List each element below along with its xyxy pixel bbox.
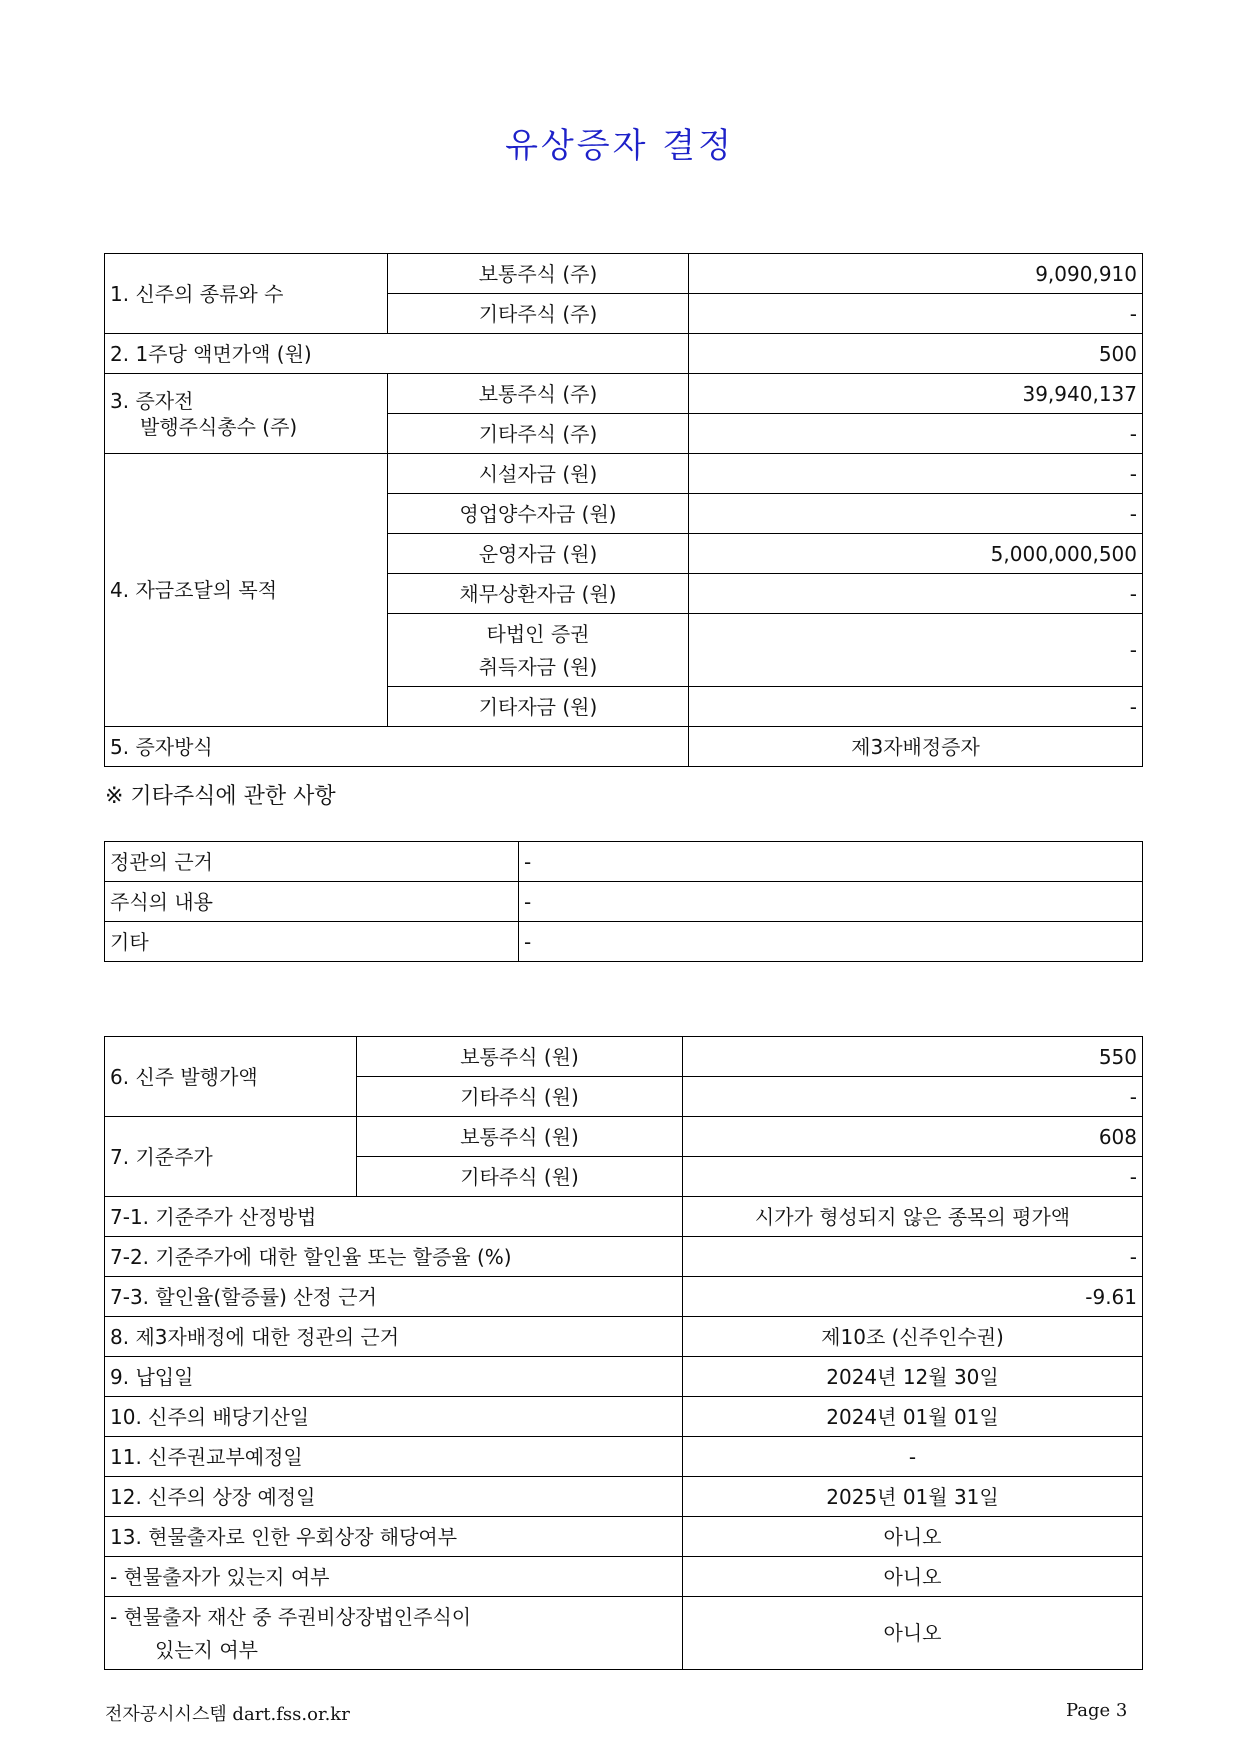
other-value: - [519, 922, 1143, 962]
par-value-label: 2. 1주당 액면가액 (원) [105, 334, 689, 374]
table-row [105, 922, 1143, 962]
footer-site: 전자공시시스템 dart.fss.or.kr [105, 1704, 350, 1725]
payment-date-value: 2024년 12월 30일 [683, 1357, 1143, 1397]
new-shares-type-label: 1. 신주의 종류와 수 [105, 254, 388, 334]
table-row [105, 1557, 1143, 1597]
unlisted-shares-label-line1: - 현물출자 재산 중 주권비상장법인주식이 [110, 1604, 472, 1629]
backdoor-listing-label: 13. 현물출자로 인한 우회상장 해당여부 [105, 1517, 683, 1557]
issue-price-common-value: 550 [683, 1037, 1143, 1077]
discount-rate-label: 7-2. 기준주가에 대한 할인율 또는 할증율 (%) [105, 1237, 683, 1277]
footer-page-number: Page 3 [1066, 1700, 1128, 1721]
in-kind-contribution-label: - 현물출자가 있는지 여부 [105, 1557, 683, 1597]
table-row [105, 842, 1143, 882]
business-acquisition-funds-label: 영업양수자금 (원) [388, 494, 689, 534]
shares-content-label: 주식의 내용 [105, 882, 519, 922]
issue-price-table [104, 1036, 1143, 1670]
base-price-common-value: 608 [683, 1117, 1143, 1157]
operating-funds-label: 운영자금 (원) [388, 534, 689, 574]
other-label: 기타 [105, 922, 519, 962]
other-shares-table [104, 841, 1143, 962]
third-party-articles-label: 8. 제3자배정에 대한 정관의 근거 [105, 1317, 683, 1357]
backdoor-listing-value: 아니오 [683, 1517, 1143, 1557]
discount-basis-value: -9.61 [683, 1277, 1143, 1317]
table-row [105, 1437, 1143, 1477]
listing-date-label: 12. 신주의 상장 예정일 [105, 1477, 683, 1517]
other-funds-value: - [689, 687, 1143, 727]
operating-funds-value: 5,000,000,500 [689, 534, 1143, 574]
listing-date-value: 2025년 01월 31일 [683, 1477, 1143, 1517]
articles-basis-value: - [519, 842, 1143, 882]
table-row [105, 1237, 1143, 1277]
pre-common-shares-label: 보통주식 (주) [388, 374, 689, 414]
facility-funds-label: 시설자금 (원) [388, 454, 689, 494]
securities-acquisition-label-line2: 취득자금 (원) [478, 654, 598, 679]
issue-price-common-label: 보통주식 (원) [357, 1037, 683, 1077]
base-price-common-label: 보통주식 (원) [357, 1117, 683, 1157]
issue-price-other-label: 기타주식 (원) [357, 1077, 683, 1117]
securities-acquisition-funds-value: - [689, 614, 1143, 687]
pre-issue-shares-label-line2: 발행주식총수 (주) [140, 414, 298, 439]
base-price-other-label: 기타주식 (원) [357, 1157, 683, 1197]
common-shares-value: 9,090,910 [689, 254, 1143, 294]
document-title: 유상증자 결정 [505, 126, 734, 166]
discount-basis-label: 7-3. 할인율(할증률) 산정 근거 [105, 1277, 683, 1317]
table-row [105, 1277, 1143, 1317]
dividend-base-date-label: 10. 신주의 배당기산일 [105, 1397, 683, 1437]
increase-method-value: 제3자배정증자 [689, 727, 1143, 767]
facility-funds-value: - [689, 454, 1143, 494]
other-shares-value: - [689, 294, 1143, 334]
other-shares-label: 기타주식 (주) [388, 294, 689, 334]
third-party-articles-value: 제10조 (신주인수권) [683, 1317, 1143, 1357]
payment-date-label: 9. 납입일 [105, 1357, 683, 1397]
funding-purpose-label: 4. 자금조달의 목적 [105, 454, 388, 727]
securities-acquisition-funds-label [388, 614, 689, 687]
pre-other-shares-label: 기타주식 (주) [388, 414, 689, 454]
unlisted-shares-label [105, 1597, 683, 1670]
pre-issue-shares-label-line1: 3. 증자전 [110, 388, 194, 413]
table-row [105, 1357, 1143, 1397]
business-acquisition-funds-value: - [689, 494, 1143, 534]
articles-basis-label: 정관의 근거 [105, 842, 519, 882]
table-row [105, 1317, 1143, 1357]
certificate-delivery-value: - [683, 1437, 1143, 1477]
base-price-method-value: 시가가 형성되지 않은 종목의 평가액 [683, 1197, 1143, 1237]
certificate-delivery-label: 11. 신주권교부예정일 [105, 1437, 683, 1477]
securities-acquisition-label-line1: 타법인 증권 [486, 621, 590, 646]
table-row [105, 1597, 1143, 1670]
common-shares-label: 보통주식 (주) [388, 254, 689, 294]
discount-rate-value: - [683, 1237, 1143, 1277]
unlisted-shares-label-line2: 있는지 여부 [155, 1637, 258, 1662]
table-row [105, 882, 1143, 922]
debt-repayment-funds-value: - [689, 574, 1143, 614]
other-shares-note: ※ 기타주식에 관한 사항 [105, 784, 336, 809]
in-kind-contribution-value: 아니오 [683, 1557, 1143, 1597]
issue-price-other-value: - [683, 1077, 1143, 1117]
table-row [105, 1397, 1143, 1437]
pre-other-shares-value: - [689, 414, 1143, 454]
debt-repayment-funds-label: 채무상환자금 (원) [388, 574, 689, 614]
dividend-base-date-value: 2024년 01월 01일 [683, 1397, 1143, 1437]
base-price-other-value: - [683, 1157, 1143, 1197]
base-price-label: 7. 기준주가 [105, 1117, 357, 1197]
capital-increase-table [104, 253, 1143, 767]
shares-content-value: - [519, 882, 1143, 922]
unlisted-shares-value: 아니오 [683, 1597, 1143, 1670]
increase-method-label: 5. 증자방식 [105, 727, 689, 767]
table-row [105, 1477, 1143, 1517]
pre-common-shares-value: 39,940,137 [689, 374, 1143, 414]
base-price-method-label: 7-1. 기준주가 산정방법 [105, 1197, 683, 1237]
table-row [105, 1197, 1143, 1237]
other-funds-label: 기타자금 (원) [388, 687, 689, 727]
pre-issue-shares-label [105, 374, 388, 454]
table-row [105, 1517, 1143, 1557]
issue-price-label: 6. 신주 발행가액 [105, 1037, 357, 1117]
par-value-value: 500 [689, 334, 1143, 374]
